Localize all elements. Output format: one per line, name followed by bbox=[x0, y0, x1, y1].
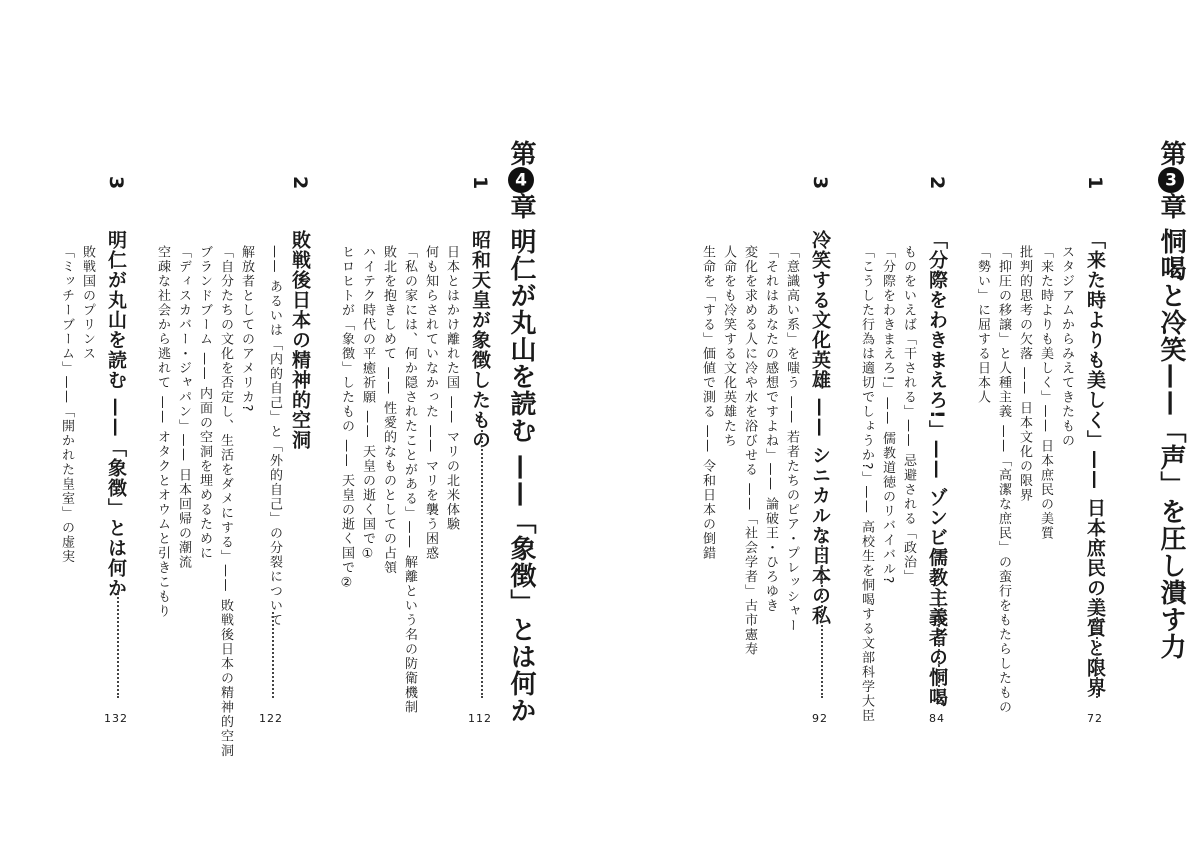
toc-entry: ヒロヒトが「象徴」したもの —— 天皇の逝く国で② bbox=[339, 245, 354, 592]
toc-entry: 「抑圧の移譲」と人種主義 ——「高潔な庶民」の蛮行をもたらしたもの bbox=[996, 245, 1011, 715]
toc-entry: 敗戦国のプリンス bbox=[80, 245, 95, 361]
page-number: 122 bbox=[259, 712, 283, 725]
page-number: 84 bbox=[929, 712, 945, 725]
toc-entry: 空疎な社会から逃れて —— オタクとオウムと引きこもり bbox=[155, 245, 170, 619]
section-number: 2 bbox=[926, 176, 948, 190]
section-subtitle: —— あるいは「内的自己」と「外的自己」の分裂について bbox=[267, 245, 282, 628]
chapter-3-title bbox=[1158, 140, 1184, 220]
leader-dots bbox=[938, 590, 940, 698]
section-number: 1 bbox=[1084, 176, 1106, 190]
toc-entry: 「こうした行為は適切でしょうか?」—— 高校生を恫喝する文部科学大臣 bbox=[859, 245, 874, 724]
toc-entry: ものをいえば「干される」—— 忌避される「政治」 bbox=[901, 245, 916, 585]
toc-entry: 人命をも冷笑する文化英雄たち bbox=[721, 245, 736, 448]
section-title: 冷笑する文化英雄 —— シニカルな日本の私 bbox=[809, 230, 831, 626]
page-number: 92 bbox=[812, 712, 828, 725]
toc-entry: ブランドブーム —— 内面の空洞を埋めるために bbox=[197, 245, 212, 561]
toc-entry: 「自分たちの文化を否定し、生活をダメにする」—— 敗戦後日本の精神的空洞 bbox=[218, 245, 233, 759]
chapter-4-title bbox=[508, 140, 534, 220]
toc-entry: 「それはあなたの感想ですよね」—— 論破王・ひろゆき bbox=[763, 245, 778, 614]
toc-entry: 「分際をわきまえろ!」—— 儒教道徳のリバイバル? bbox=[880, 245, 895, 585]
section-number: 2 bbox=[289, 176, 311, 190]
chapter-number-badge: 4 bbox=[508, 167, 534, 193]
toc-entry: 「ミッチーブーム」——「開かれた皇室」の虚実 bbox=[59, 245, 74, 564]
leader-dots bbox=[481, 430, 483, 698]
chapter-3-heading: 恫喝と冷笑——「声」を圧し潰す力 bbox=[1156, 228, 1186, 660]
section-title: 「来た時よりも美しく」—— 日本庶民の美質と限界 bbox=[1084, 230, 1106, 698]
chapter-prefix: 第 bbox=[1156, 140, 1186, 167]
toc-entry: 解放者としてのアメリカ? bbox=[239, 245, 254, 413]
chapter-suffix: 章 bbox=[506, 193, 536, 220]
section-number: 1 bbox=[469, 176, 491, 190]
leader-dots bbox=[1096, 598, 1098, 698]
section-title: 明仁が丸山を読む ——「象徴」とは何か bbox=[105, 230, 127, 598]
leader-dots bbox=[117, 590, 119, 698]
chapter-suffix: 章 bbox=[1156, 193, 1186, 220]
leader-dots bbox=[272, 612, 274, 698]
toc-entry: スタジアムからみえてきたもの bbox=[1059, 245, 1074, 448]
section-title: 敗戦後日本の精神的空洞 bbox=[289, 230, 311, 450]
toc-entry: 「私の家には、何か隠されたことがある」—— 解離という名の防衛機制 bbox=[402, 245, 417, 715]
page-number: 112 bbox=[468, 712, 492, 725]
section-title: 「分際をわきまえろ!」—— ゾンビ儒教主義者の恫喝 bbox=[926, 230, 948, 708]
page-number: 72 bbox=[1087, 712, 1103, 725]
page-number: 132 bbox=[104, 712, 128, 725]
toc-entry: 敗北を抱きしめて —— 性愛的なものとしての占領 bbox=[381, 245, 396, 576]
toc-entry: 「ディスカバー・ジャパン」—— 日本回帰の潮流 bbox=[176, 245, 191, 570]
section-title: 昭和天皇が象徴したもの bbox=[469, 230, 491, 450]
chapter-4-heading: 明仁が丸山を読む ——「象徴」とは何か bbox=[506, 228, 536, 725]
section-number: 3 bbox=[809, 176, 831, 190]
toc-entry: 「勢い」に屈する日本人 bbox=[975, 245, 990, 405]
chapter-number-badge: 3 bbox=[1158, 167, 1184, 193]
toc-entry: 変化を求める人に冷や水を浴びせる ——「社会学者」古市憲寿 bbox=[742, 245, 757, 657]
toc-entry: ハイテク時代の平癒祈願 —— 天皇の逝く国で① bbox=[360, 245, 375, 563]
section-number: 3 bbox=[105, 176, 127, 190]
toc-entry: 日本とはかけ離れた国 —— マリの北米体験 bbox=[444, 245, 459, 532]
toc-entry: 批判的思考の欠落 —— 日本文化の限界 bbox=[1017, 245, 1032, 503]
toc-entry: 何も知らされていなかった —— マリを襲う困惑 bbox=[423, 245, 438, 561]
chapter-prefix: 第 bbox=[506, 140, 536, 167]
toc-entry: 生命を「する」価値で測る —— 令和日本の倒錯 bbox=[700, 245, 715, 561]
leader-dots bbox=[821, 530, 823, 698]
toc-entry: 「意識高い系」を嗤う —— 若者たちのピア・プレッシャー bbox=[784, 245, 799, 634]
toc-entry: 「来た時よりも美しく」—— 日本庶民の美質 bbox=[1038, 245, 1053, 541]
